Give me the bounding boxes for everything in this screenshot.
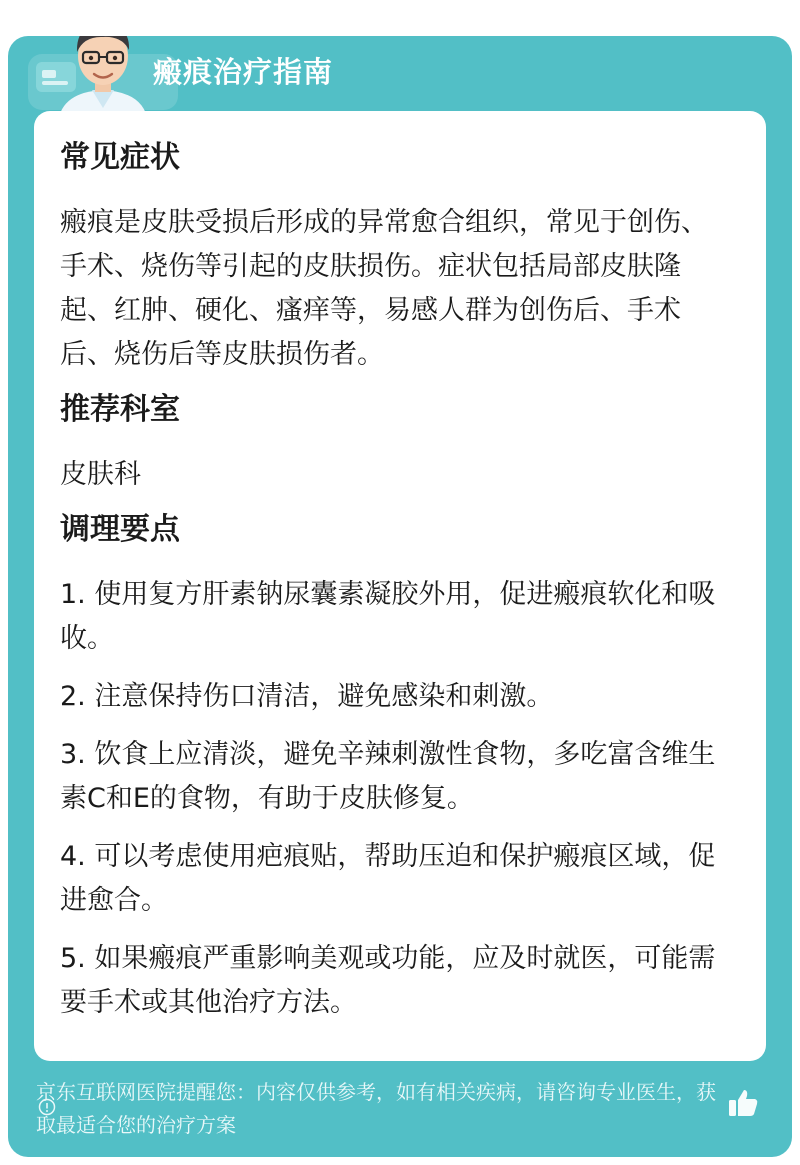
guide-panel [8, 36, 792, 1157]
care-item: 4. 可以考虑使用疤痕贴，帮助压迫和保护瘢痕区域，促进愈合。 [60, 841, 716, 916]
care-item: 3. 饮食上应清淡，避免辛辣刺激性食物，多吃富含维生素C和E的食物，有助于皮肤修复。 [60, 739, 716, 814]
page-title: 瘢痕治疗指南 [153, 55, 334, 89]
footer-notice: 京东互联网医院提醒您：内容仅供参考，如有相关疾病，请咨询专业医生，获取最适合您的治疗方案 [36, 1080, 716, 1137]
content-card [34, 111, 766, 1061]
section-title-symptoms: 常见症状 [60, 140, 180, 175]
section-title-department: 推荐科室 [60, 392, 180, 427]
doctor-avatar [48, 36, 158, 122]
department-value: 皮肤科 [60, 459, 141, 490]
care-list [60, 573, 724, 1025]
thumbs-up-icon[interactable] [726, 1086, 760, 1120]
section-title-care: 调理要点 [60, 512, 180, 547]
care-item: 5. 如果瘢痕严重影响美观或功能，应及时就医，可能需要手术或其他治疗方法。 [60, 943, 716, 1018]
care-item: 2. 注意保持伤口清洁，避免感染和刺激。 [60, 681, 554, 712]
care-item: 1. 使用复方肝素钠尿囊素凝胶外用，促进瘢痕软化和吸收。 [60, 579, 716, 654]
card-content [60, 133, 724, 1039]
symptoms-text: 瘢痕是皮肤受损后形成的异常愈合组织，常见于创伤、手术、烧伤等引起的皮肤损伤。症状包括局部皮肤隆起、红肿、硬化、瘙痒等，易感人群为创伤后、手术后、烧伤后等皮肤损伤者。 [60, 207, 708, 370]
